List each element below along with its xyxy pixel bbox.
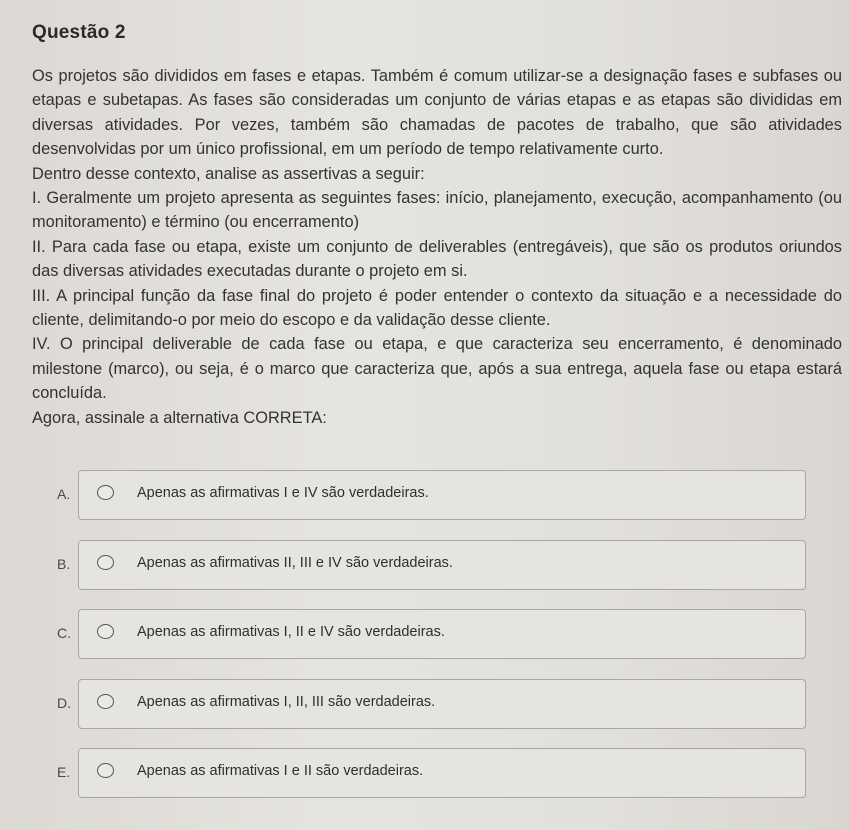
assertion-1: I. Geralmente um projeto apresenta as seguintes fases: início, planejamento, execução, acompanhamento (ou monitoramento) e término (ou encerramento) — [32, 189, 842, 232]
option-d[interactable] — [57, 679, 806, 729]
option-letter: C. — [57, 625, 71, 641]
radio-button-icon[interactable] — [97, 624, 114, 639]
radio-button-icon[interactable] — [97, 485, 114, 500]
option-letter: D. — [57, 695, 71, 711]
option-label: Apenas as afirmativas I e II são verdadeiras. — [137, 763, 424, 779]
option-letter: A. — [57, 486, 71, 502]
assertion-2: II. Para cada fase ou etapa, existe um conjunto de deliverables (entregáveis), que são os produtos oriundos das diversas atividades executadas durante o projeto em si. — [32, 237, 842, 281]
question-title: Questão 2 — [32, 22, 126, 43]
option-label: Apenas as afirmativas I, II e IV são verdadeiras. — [137, 624, 445, 640]
radio-button-icon[interactable] — [97, 555, 114, 570]
option-e[interactable] — [57, 748, 806, 798]
option-label: Apenas as afirmativas I, II, III são verdadeiras. — [137, 694, 436, 710]
option-label: Apenas as afirmativas II, III e IV são verdadeiras. — [137, 555, 453, 571]
question-context: Dentro desse contexto, analise as assertivas a seguir: — [32, 164, 425, 183]
option-letter: B. — [57, 556, 71, 572]
option-c[interactable] — [57, 609, 806, 659]
option-letter: E. — [57, 764, 71, 780]
assertion-4: IV. O principal deliverable de cada fase ou etapa, e que caracteriza seu encerramento, é denominado milestone (marco), ou seja, é o marco que caracteriza que, após a sua entrega, aquela fase ou etapa estará concluída. — [32, 335, 842, 403]
question-instruction: Agora, assinale a alternativa CORRETA: — [32, 408, 327, 427]
question-intro: Os projetos são divididos em fases e etapas. Também é comum utilizar-se a designação fases e subfases ou etapas e subetapas. As fases são consideradas um conjunto de várias etapas e as etapas são divididas em diversas atividades. Por vezes, também são chamadas de pacotes de trabalho, que são atividades desenvolvidas por um único profissional, em um período de tempo relativamente curto. — [32, 67, 842, 159]
option-label: Apenas as afirmativas I e IV são verdadeiras. — [137, 485, 429, 501]
radio-button-icon[interactable] — [97, 694, 114, 709]
radio-button-icon[interactable] — [97, 763, 114, 778]
option-b[interactable] — [57, 540, 806, 590]
assertion-3: III. A principal função da fase final do projeto é poder entender o contexto da situação e a necessidade do cliente, delimitando-o por meio do escopo e da validação desse cliente. — [32, 286, 842, 330]
option-a[interactable] — [57, 470, 806, 520]
